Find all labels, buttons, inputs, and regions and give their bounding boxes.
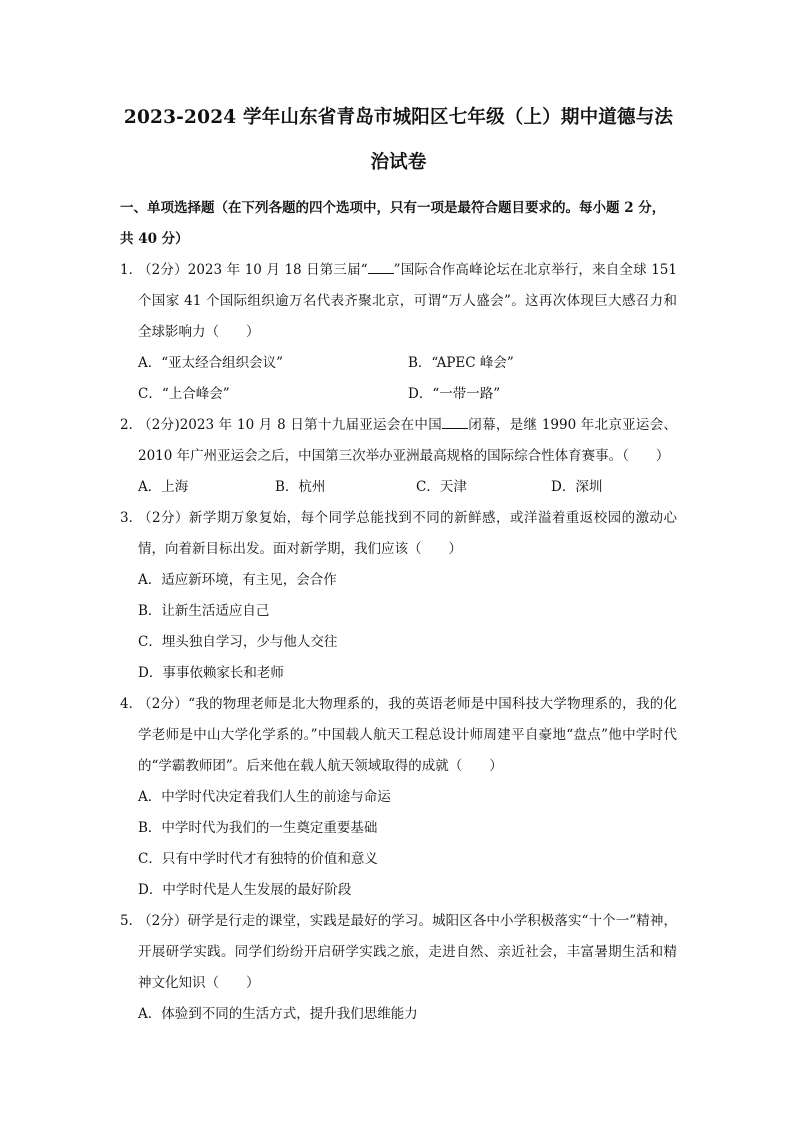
option-c: C．埋头独自学习，少与他人交往 bbox=[138, 634, 338, 650]
option-d: D．事事依赖家长和老师 bbox=[138, 665, 284, 681]
question-stem: （2分）新学期万象复始，每个同学总能找到不同的新鲜感，或洋溢着重返校园的激动心情，向着新目标出发。面对新学期，我们应该（ ） bbox=[138, 510, 677, 557]
question-number: 2． bbox=[120, 417, 143, 433]
question-number: 4． bbox=[120, 696, 143, 712]
question-stem: （2分)2023 年 10 月 8 日第十九届亚运会在中国 闭幕，是继 1990 年北京亚运会、2010 年广州亚运会之后，中国第三次举办亚洲最高规格的国际综合性体育赛事。（ ） bbox=[138, 417, 677, 464]
option-b: B．“APEC 峰会” bbox=[408, 355, 514, 371]
option-c: C．天津 bbox=[416, 479, 467, 495]
option-b: B．让新生活适应自己 bbox=[138, 603, 270, 619]
option-c: C．只有中学时代才有独特的价值和意义 bbox=[138, 851, 378, 867]
question-stem: （2分）“我的物理老师是北大物理系的，我的英语老师是中国科技大学物理系的，我的化学老师是中山大学化学系的。”中国载人航天工程总设计师周建平自豪地“盘点”他中学时代的“学霸教师团”。后来他在载人航天领域取得的成就（ ） bbox=[138, 696, 677, 774]
option-a: A．上海 bbox=[138, 479, 189, 495]
option-d: D．深圳 bbox=[551, 479, 603, 495]
option-c: C．“上合峰会” bbox=[138, 386, 230, 402]
option-a: A．中学时代决定着我们人生的前途与命运 bbox=[138, 789, 391, 805]
question-number: 1． bbox=[120, 262, 143, 278]
option-b: B．中学时代为我们的一生奠定重要基础 bbox=[138, 820, 378, 836]
options bbox=[120, 565, 677, 689]
fill-blank bbox=[442, 416, 468, 429]
option-a: A．“亚太经合组织会议” bbox=[138, 355, 284, 371]
question-4 bbox=[120, 689, 677, 906]
options bbox=[120, 782, 677, 906]
question-number: 3． bbox=[120, 510, 143, 526]
question-3 bbox=[120, 503, 677, 689]
question-2 bbox=[120, 410, 677, 503]
section-heading-line1: 一、单项选择题（在下列各题的四个选项中，只有一项是最符合题目要求的。每小题 2 分， bbox=[120, 200, 666, 216]
question-1 bbox=[120, 255, 677, 410]
options bbox=[120, 348, 677, 410]
option-a: A．体验到不同的生活方式，提升我们思维能力 bbox=[138, 1006, 418, 1022]
question-number: 5． bbox=[120, 913, 143, 929]
options bbox=[120, 472, 677, 503]
section-heading-line2: 共 40 分） bbox=[120, 231, 189, 247]
option-a: A．适应新环境，有主见，会合作 bbox=[138, 572, 337, 588]
question-stem: （2分）研学是行走的课堂，实践是最好的学习。城阳区各中小学积极落实“十个一”精神，开展研学实践。同学们纷纷开启研学实践之旅，走进自然、亲近社会，丰富暑期生活和精神文化知识（ ） bbox=[138, 913, 677, 991]
exam-title-line1: 2023-2024 学年山东省青岛市城阳区七年级（上）期中道德与法 bbox=[123, 107, 674, 128]
options bbox=[120, 999, 677, 1030]
exam-title-line2: 治试卷 bbox=[370, 152, 427, 173]
section-heading bbox=[120, 193, 677, 255]
option-b: B．杭州 bbox=[275, 479, 326, 495]
question-stem: （2分）2023 年 10 月 18 日第三届“ ”国际合作高峰论坛在北京举行，来自全球 151 个国家 41 个国际组织逾万名代表齐聚北京，可谓“万人盛会”。这再次体现巨大感召力和全球影响力（ ） bbox=[138, 262, 677, 340]
option-d: D．“一带一路” bbox=[408, 386, 501, 402]
fill-blank bbox=[368, 261, 394, 274]
exam-title bbox=[120, 95, 677, 185]
option-d: D．中学时代是人生发展的最好阶段 bbox=[138, 882, 352, 898]
question-5 bbox=[120, 906, 677, 1030]
